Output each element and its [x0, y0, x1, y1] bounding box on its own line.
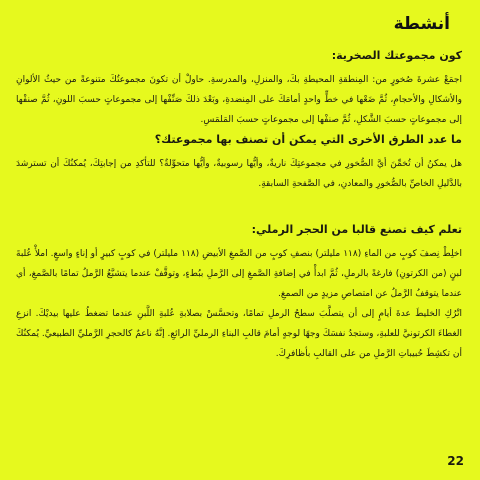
- page-number: 22: [447, 454, 464, 468]
- section-paragraph: اجمَعْ عشرةَ صُخورٍ من: المِنطقةِ المحيطةِ بكَ، والمنزلِ، والمدرسةِ. حاولْ أن تكونَ مجموعتُكَ متنوعةً من حيثُ الألوانِ والأشكالِ والأحجامِ، ثُمَّ ضَعْها في خطٍّ واحدٍ أمامَكَ على المِنضدةِ، وبَعْدَ ذلكَ صَنِّفْها إلى مجموعاتٍ حسبَ اللونِ، ثُمَّ صنفْها إلى مجموعاتٍ حسبَ الشَّكلِ، ثُمَّ صنفْها إلى مجموعاتٍ حسبَ المَلمَسِ.: [16, 75, 462, 125]
- page-title: أنشطة: [393, 14, 450, 34]
- section-sandstone-mold: [16, 222, 462, 364]
- section-paragraph: هل يمكنُ أن تُخمِّنَ أيَّ الصُّخورِ في مجموعتِكَ ناريةٌ، وأيُّها رسوبيةٌ، وأيُّها متحوِّلةٌ؟ للتأكدِ من إجابتِكَ، يُمكنُكَ أن تسترشدَ بالدَّليلِ الخاصِّ بالصُّخورِ والمعادنِ، في الصَّفحةِ السابقةِ.: [16, 159, 462, 189]
- section-classification-ways: [16, 132, 462, 194]
- section-heading: ما عدد الطرق الأخرى التي يمكن أن تصنف بها مجموعتك؟: [154, 133, 462, 146]
- section-heading: تعلم كيف تصنع قالبا من الحجر الرملي:: [251, 223, 462, 236]
- section-heading: كون مجموعتك الصخرية:: [331, 49, 462, 62]
- section-paragraph: اخلِطْ نِصفَ كوبٍ من الماءِ (١١٨ مليلتر) بنصفِ كوبٍ من الصَّمغِ الأبيضِ (١١٨ مليلتر) في كوبٍ كبيرٍ أو إناءٍ واسعٍ. املأْ عُلبةَ لبنٍ (من الكرتونِ) فارغةً بالرملِ، ثُمَّ ابدأْ في إضافةِ الصَّمغِ إلى الرَّملِ ببُطءٍ، وتوقَّفْ عندما يتشبَّعُ الرَّملُ تمامًا بالصَّمغِ، أي عندما يتوقفُ الرَّملُ عن امتصاصِ مزيدٍ من الصمغِ.: [16, 249, 462, 299]
- section-rock-collection: [16, 48, 462, 130]
- section-paragraph: اتْرُكِ الخليطَ عدةَ أيامٍ إلى أن يتصلَّبَ سطحُ الرملِ تمامًا، وتحسَّسْ بصلابةِ عُلبةِ اللَّبنِ عندما تضغطُ عليها بيديْكَ. انزعِ الغطاءَ الكرتونيَّ للعلبةِ، وستجدُ نفسَكَ وجهًا لوجهٍ أمامَ قالبِ البناءِ الرمليِّ الرائعِ. إنَّهُ ناعمٌ كالحجرِ الرَّمليِّ الطبيعيِّ. يُمكنُكَ أن تكشِطَ حُبيباتِ الرَّملِ من على القالبِ بأظافرِكَ.: [16, 309, 462, 359]
